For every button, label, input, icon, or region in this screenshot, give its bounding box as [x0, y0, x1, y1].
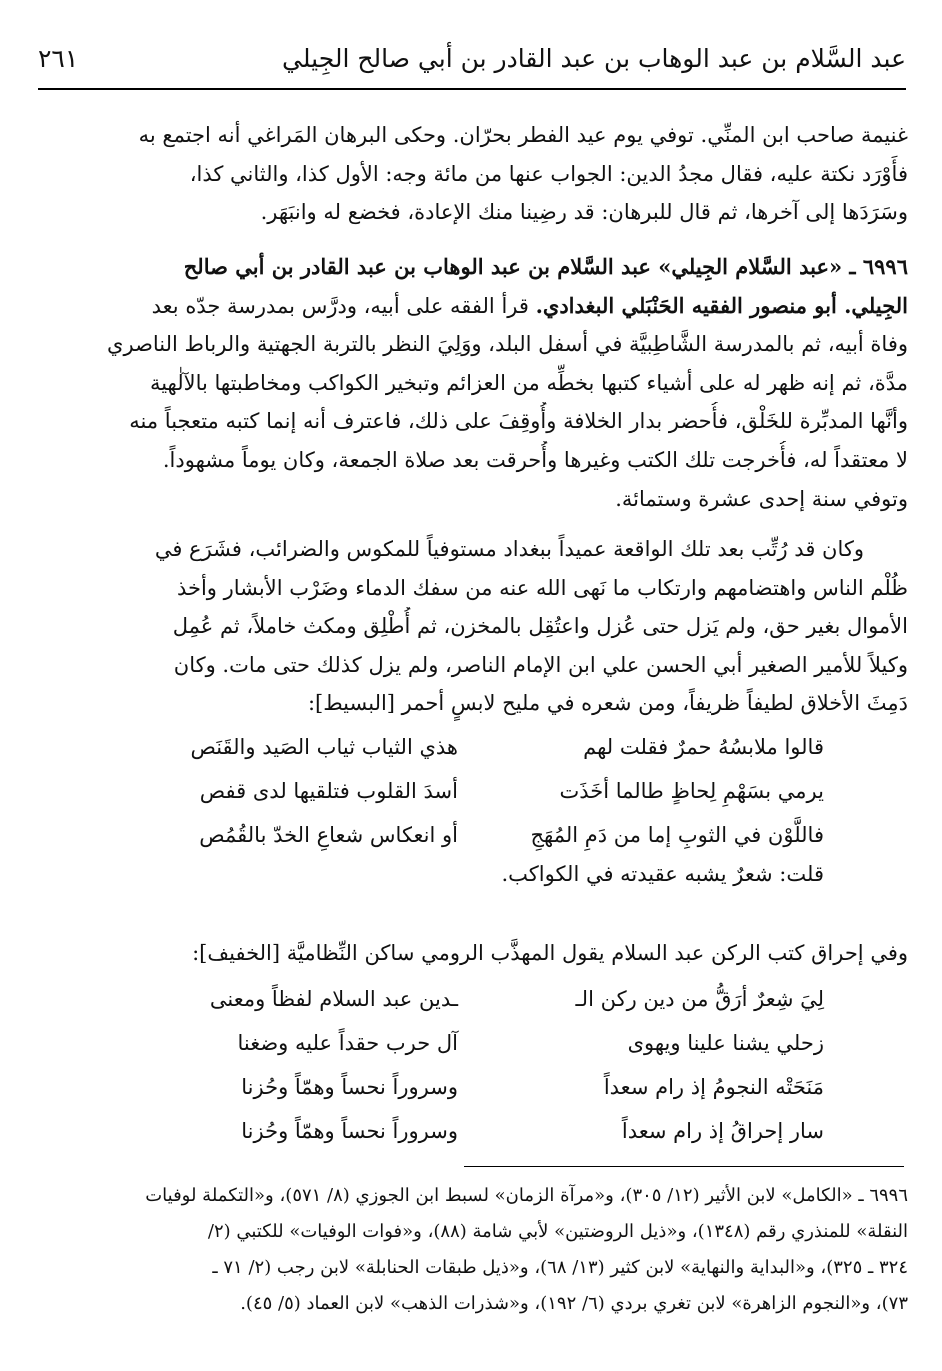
text-line: دَمِثَ الأخلاق لطيفاً ظريفاً، ومن شعره في مليح لابسٍ أحمر [البسيط]:: [307, 691, 908, 716]
text-line: غنيمة صاحب ابن المنِّي. توفي يوم عيد الفطر بحرّان. وحكى البرهان المَراغي أنه اجتمع به: [138, 123, 908, 147]
paragraph-career: [36, 530, 908, 723]
poem-verse: [0, 978, 942, 1020]
text-line: وكيلاً للأمير الصغير أبي الحسن علي ابن الإمام الناصر، ولم يزل كذلك حتى مات. وكان: [173, 652, 908, 677]
page-number: ٢٦١: [38, 44, 79, 73]
text-line: مدَّة، ثم إنه ظهر له على أشياء كتبها بخطِّه من العزائم وتبخير الكواكب ومخاطبتها بالآلٰهية: [149, 370, 908, 395]
text-line: لا معتقداً له، فأُخرجت تلك الكتب وغيرها وأُحرقت بعد صلاة الجمعة، وكان يوماً مشهوداً.: [162, 447, 908, 472]
verse-second-hemistich: ـدين عبد السلام لفظاً ومعنى: [209, 987, 458, 1011]
paragraph-continuation: [36, 116, 908, 232]
text-line: وفاة أبيه، ثم بالمدرسة الشَّاطِبيَّة في أسفل البلد، ووَلِيَ النظر بالتربة الجهتية والرباط الناصري: [107, 332, 908, 357]
verse-second-hemistich: أسدَ القلوب فتلقيها لدى قفص: [199, 779, 458, 803]
verse-second-hemistich: وسروراً نحساً وهمّاً وحُزنا: [241, 1075, 458, 1099]
entry-heading-continued: الجِيلي. أبو منصور الفقيه الحَنْبَلي البغدادي.: [535, 292, 908, 318]
verse-second-hemistich: وسروراً نحساً وهمّاً وحُزنا: [241, 1119, 458, 1143]
text-line: وكان قد رُتِّب بعد تلك الواقعة عميداً ببغداد مستوفياً للمكوس والضرائب، فشَرَع في: [154, 537, 864, 561]
verse-second-hemistich: هذي الثياب ثياب الصَيد والقَنَص: [190, 735, 458, 759]
poem-verse: [0, 1110, 942, 1152]
poem-verse: [0, 770, 942, 812]
page-header: [38, 42, 906, 86]
text-span: قرأ الفقه على أبيه، ودرَّس بمدرسة جدّه بعد: [151, 293, 536, 318]
text-line: [36, 287, 908, 326]
author-comment: قلت: شعرٌ يشبه عقيدته في الكواكب.: [501, 862, 824, 886]
footnotes: [36, 1178, 908, 1322]
verse-first-hemistich: سار إحراقُ إذ رام سعداً: [621, 1119, 824, 1143]
verse-first-hemistich: زحلي يشنا علينا ويهوى: [627, 1031, 824, 1055]
entry-heading: ٦٩٩٦ ـ «عبد السَّلام الجِيلي» عبد السَّلام بن عبد الوهاب بن عبد القادر بن أبي صالح: [183, 254, 908, 279]
text-line: فأَوْرَد نكتة عليه، فقال مجدُ الدين: الجواب عنها من مائة وجه: الأول كذا، والثاني كذا،: [189, 161, 908, 186]
poem-verse: [0, 1022, 942, 1064]
running-title: عبد السَّلام بن عبد الوهاب بن عبد القادر بن أبي صالح الجِيلي: [282, 44, 906, 73]
text-line: وفي إحراق كتب الركن عبد السلام يقول المهذَّب الرومي ساكن النِّظاميَّة [الخفيف]:: [192, 941, 908, 965]
verse-first-hemistich: فاللَّوْن في الثوبِ إما من دَمِ المُهَجِ: [530, 823, 824, 847]
verse-first-hemistich: قالوا ملابسُهُ حمرٌ فقلت لهم: [583, 735, 824, 759]
text-line: ظُلْم الناس واهتضامهم وارتكاب ما نَهى الله عنه من سفك الدماء وضَرْب الأبشار وأخذ: [176, 575, 908, 600]
footnote-line: ٦٩٩٦ ـ «الكامل» لابن الأثير (١٢/ ٣٠٥)، و«مرآة الزمان» لسبط ابن الجوزي (٨/ ٥٧١)، و«التكملة لوفيات: [145, 1185, 908, 1206]
header-rule: [38, 88, 906, 90]
verse-first-hemistich: يرمي بسَهْمِ لِحاظٍ طالما أخَذَت: [559, 779, 824, 803]
text-line: وأنَّها المدبِّرة للخَلْق، فأُحضر بدار الخلافة وأُوقِفَ على ذلك، فاعترف أنه إنما كتبه متعجباً منه: [129, 409, 908, 434]
footnote-line: النقلة» للمنذري رقم (١٣٤٨)، و«ذيل الروضتين» لأبي شامة (٨٨)، و«فوات الوفيات» للكتبي (٢/: [207, 1221, 908, 1242]
verse-second-hemistich: أو انعكاس شعاعِ الخدّ بالقُمُص: [199, 823, 458, 847]
poem-intro: [36, 934, 908, 973]
text-line: وتوفي سنة إحدى عشرة وستمائة.: [615, 486, 908, 511]
footnote-line: ٧٣)، و«النجوم الزاهرة» لابن تغري بردي (٦/ ١٩٢)، و«شذرات الذهب» لابن العماد (٥/ ٤٥).: [240, 1293, 908, 1314]
verse-first-hemistich: لِيَ شِعرٌ أرَقُّ من دين ركن الـ: [575, 987, 824, 1011]
footnote-rule: [464, 1166, 904, 1167]
footnote-line: ٣٢٤ ـ ٣٢٥)، و«البداية والنهاية» لابن كثير (١٣/ ٦٨)، و«ذيل طبقات الحنابلة» لابن رجب (٢/ ٧١ ـ: [212, 1257, 908, 1278]
verse-second-hemistich: آل حرب حقداً عليه وضغنا: [237, 1031, 458, 1055]
text-line: وسَرَدَها إلى آخرها، ثم قال للبرهان: قد رضِينا منك الإعادة، فخضع له وانبَهَر.: [260, 200, 908, 225]
poem-verse: [0, 1066, 942, 1108]
poem-verse: [0, 814, 942, 856]
text-line: الأموال بغير حق، ولم يَزل حتى عُزل واعتُقِل بالمخزن، ثم أُطْلِق ومكث خاملاً، ثم عُمِل: [172, 614, 908, 639]
biography-entry-6996: [36, 248, 908, 557]
poem-verse: [0, 726, 942, 768]
verse-first-hemistich: مَنَحَتْه النجومُ إذ رام سعداً: [603, 1075, 824, 1099]
